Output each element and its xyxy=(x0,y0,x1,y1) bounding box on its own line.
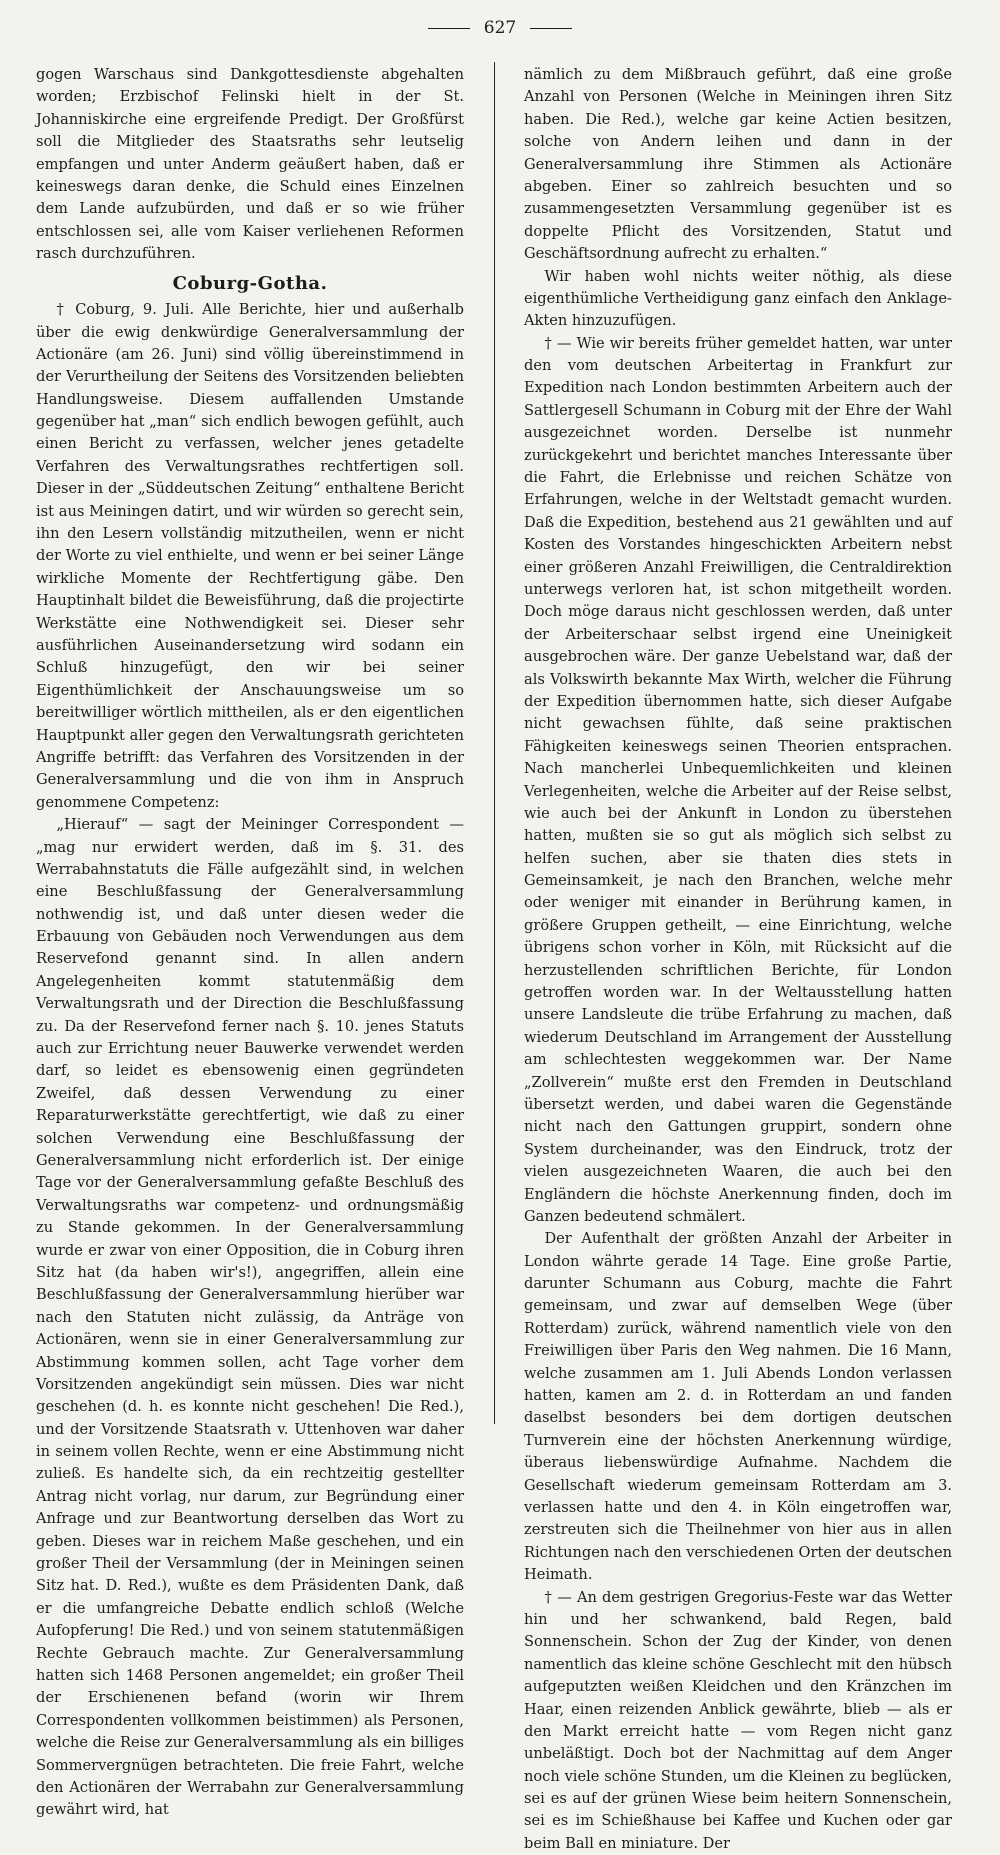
page-header xyxy=(0,18,1000,38)
article-paragraph: Der Aufenthalt der größten Anzahl der Arbeiter in London währte gerade 14 Tage. Eine große Partie, darunter Schumann aus Coburg, machte die Fahrt gemeinsam, und zwar auf demselben Wege (über Rotterdam) zurück, während namentlich viele von den Freiwilligen über Paris den Weg nahmen. Die 16 Mann, welche zusammen am 1. Juli Abends London verlassen hatten, kamen am 2. d. in Rotterdam an und fanden daselbst besonders bei dem dortigen deutschen Turnverein eine der höchsten Anerkennung würdige, überaus liebenswürdige Aufnahme. Nachdem die Gesellschaft wiederum gemeinsam Rotterdam am 3. verlassen hatte und den 4. in Köln eingetroffen war, zerstreuten sich die Theilnehmer von hier aus in allen Richtungen nach den verschiedenen Orten der deutschen Heimath. xyxy=(524,1230,952,1584)
section-heading: Coburg-Gotha. xyxy=(172,272,328,294)
article-paragraph: nämlich zu dem Mißbrauch geführt, daß eine große Anzahl von Personen (Welche in Meiningen ihren Sitz haben. Die Red.), welche gar keine Actien besitzen, solche von Andern leihen und dann in der Generalversammlung ihre Stimmen als Actionäre abgeben. Einer so zahlreich besuchten und so zusammengesetzten Versammlung gegenüber ist es doppelte Pflicht des Vorsitzenden, Statut und Geschäftsordnung aufrecht zu erhalten.“ xyxy=(524,66,952,263)
article-paragraph: † — Wie wir bereits früher gemeldet hatten, war unter den vom deutschen Arbeitertag in Frankfurt zur Expedition nach London bestimmten Arbeitern auch der Sattlergesell Schumann in Coburg mit der Ehre der Wahl ausgezeichnet worden. Derselbe ist nunmehr zurückgekehrt und berichtet manches Interessante über die Fahrt, die Erlebnisse und reichen Schätze von Erfahrungen, welche in der Weltstadt gemacht wurden. Daß die Expedition, bestehend aus 21 gewählten und auf Kosten des Vorstandes hingeschickten Arbeitern nebst einer größeren Anzahl Freiwilligen, die Centraldirektion unterwegs verloren hat, ist schon mitgetheilt worden. Doch möge daraus nicht geschlossen werden, daß unter der Arbeiterschaar selbst irgend eine Uneinigkeit ausgebrochen wäre. Der ganze Uebelstand war, daß der als Volkswirth bekannte Max Wirth, welcher die Führung der Expedition übernommen hatte, sich dieser Aufgabe nicht gewachsen fühlte, daß seine praktischen Fähigkeiten keineswegs seinen Theorien entsprachen. Nach mancherlei Unbequemlichkeiten und kleinen Verlegenheiten, welche die Arbeiter auf der Reise selbst, wie auch bei der Ankunft in London zu überstehen hatten, mußten sie so gut als möglich sich selbst zu helfen suchen, aber sie thaten dies stets in Gemeinsamkeit, je nach den Branchen, welche mehr oder weniger mit einander in Berührung kamen, in größere Gruppen getheilt, — eine Einrichtung, welche übrigens schon vorher in Köln, mit Rücksicht auf die herzustellenden schriftlichen Berichte, für London getroffen worden war. In der Weltausstellung hatten unsere Landsleute die trübe Erfahrung zu machen, daß wiederum Deutschland im Arrangement der Ausstellung am schlechtesten weggekommen war. Der Name „Zollverein“ mußte erst den Fremden in Deutschland übersetzt werden, und dabei waren die Gegenstände nicht nach den Gattungen gruppirt, sondern ohne System durcheinander, was den Eindruck, trotz der vielen ausgezeichneten Waaren, die auch bei den Engländern die höchste Anerkennung finden, doch im Ganzen bedeutend schmälert. xyxy=(524,334,952,1225)
left-column xyxy=(36,64,464,1819)
article-paragraph: gogen Warschaus sind Dankgottesdienste abgehalten worden; Erzbischof Felinski hielt in der St. Johanniskirche eine ergreifende Predigt. Der Großfürst soll die Mitglieder des Staatsraths sehr leutselig empfangen und unter Anderm geäußert haben, daß er keineswegs daran denke, die Schuld eines Einzelnen dem Lande aufzubürden, und daß er so wie früher entschlossen sei, alle vom Kaiser verliehenen Reformen rasch durchzuführen. xyxy=(36,66,464,263)
article-paragraph: † Coburg, 9. Juli. Alle Berichte, hier und außerhalb über die ewig denkwürdige Generalversammlung der Actionäre (am 26. Juni) sind völlig übereinstimmend in der Verurtheilung der Seitens des Vorsitzenden beliebten Handlungsweise. Diesem auffallenden Umstande gegenüber hat „man“ sich endlich bewogen gefühlt, auch einen Bericht zu verfassen, welcher jenes getadelte Verfahren des Verwaltungsrathes rechtfertigen soll. Dieser in der „Süddeutschen Zeitung“ enthaltene Bericht ist aus Meiningen datirt, und wir würden so gerecht sein, ihn den Lesern vollständig mitzutheilen, wenn er nicht der Worte zu viel enthielte, und wenn er bei seiner Länge wirkliche Momente der Rechtfertigung gäbe. Den Hauptinhalt bildet die Beweisführung, daß die projectirte Werkstätte eine Nothwendigkeit sei. Dieser sehr ausführlichen Auseinandersetzung wird sodann ein Schluß hinzugefügt, den wir bei seiner Eigenthümlichkeit der Anschauungsweise um so bereitwilliger wörtlich mittheilen, als er den eigentlichen Hauptpunkt aller gegen den Verwaltungsrath gerichteten Angriffe betrifft: das Verfahren des Vorsitzenden in der Generalversammlung und die von ihm in Anspruch genommene Competenz: xyxy=(36,301,464,811)
right-column xyxy=(524,64,952,1852)
header-rule-right xyxy=(530,28,572,29)
header-rule-left xyxy=(428,28,470,29)
article-paragraph: † — An dem gestrigen Gregorius-Feste war das Wetter hin und her schwankend, bald Regen, bald Sonnenschein. Schon der Zug der Kinder, von denen namentlich das kleine schöne Geschlecht mit den hübsch aufgeputzten weißen Kleidchen und den Kränzchen im Haar, einen reizenden Anblick gewährte, blieb — als er den Markt erreicht hatte — vom Regen nicht ganz unbeläßtigt. Doch bot der Nachmittag auf dem Anger noch viele schöne Stunden, um die Kleinen zu beglücken, sei es auf der grünen Wiese beim heitern Sonnenschein, sei es im Schießhause bei Kaffee und Kuchen oder gar beim Ball en miniature. Der xyxy=(524,1588,952,1852)
article-paragraph: „Hierauf“ — sagt der Meininger Correspondent — „mag nur erwidert werden, daß im §. 31. des Werrabahnstatuts die Fälle aufgezählt sind, in welchen eine Beschlußfassung der Generalversammlung nothwendig ist, und daß unter diesen weder die Erbauung von Gebäuden noch Verwendungen aus dem Reservefond genannt sind. In allen andern Angelegenheiten kommt statutenmäßig dem Verwaltungsrath und der Direction die Beschlußfassung zu. Da der Reservefond ferner nach §. 10. jenes Statuts auch zur Errichtung neuer Bauwerke verwendet werden darf, so leidet es ebensowenig einen gegründeten Zweifel, daß dessen Verwendung zu einer Reparaturwerkstätte gerechtfertigt, wie daß zu einer solchen Verwendung eine Beschlußfassung der Generalversammlung nicht erforderlich ist. Der einige Tage vor der Generalversammlung gefaßte Beschluß des Verwaltungsraths war competenz- und ordnungsmäßig zu Stande gekommen. In der Generalversammlung wurde er zwar von einer Opposition, die in Coburg ihren Sitz hat (da haben wir's!), angegriffen, allein eine Beschlußfassung der Generalversammlung hierüber war nach den Statuten nicht zulässig, da Anträge von Actionären, wenn sie in einer Generalversammlung zur Abstimmung kommen sollen, acht Tage vorher dem Vorsitzenden angekündigt sein müssen. Dies war nicht geschehen (d. h. es konnte nicht geschehen! Die Red.), und der Vorsitzende Staatsrath v. Uttenhoven war daher in seinem vollen Rechte, wenn er eine Abstimmung nicht zuließ. Es handelte sich, da ein rechtzeitig gestellter Antrag nicht vorlag, nur darum, zur Begründung einer Anfrage und zur Beantwortung derselben das Wort zu geben. Dieses war in reichem Maße geschehen, und ein großer Theil der Versammlung (der in Meiningen seinen Sitz hat. D. Red.), wußte es dem Präsidenten Dank, daß er die umfangreiche Debatte endlich schloß (Welche Aufopferung! Die Red.) und von seinem statutenmäßigen Rechte Gebrauch machte. Zur Generalversammlung hatten sich 1468 Personen angemeldet; ein großer Theil der Erschienenen befand (worin wir Ihrem Correspondenten vollkommen beistimmen) als Personen, welche die Reise zur Generalversammlung als ein billiges Sommervergnügen betrachteten. Die freie Fahrt, welche den Actionären der Werrabahn zur Generalversammlung gewährt wird, hat xyxy=(36,816,464,1819)
column-divider xyxy=(494,62,495,1424)
page-number: 627 xyxy=(483,18,517,38)
article-paragraph: Wir haben wohl nichts weiter nöthig, als diese eigenthümliche Vertheidigung ganz einfach den Anklage-Akten hinzuzufügen. xyxy=(524,267,952,330)
